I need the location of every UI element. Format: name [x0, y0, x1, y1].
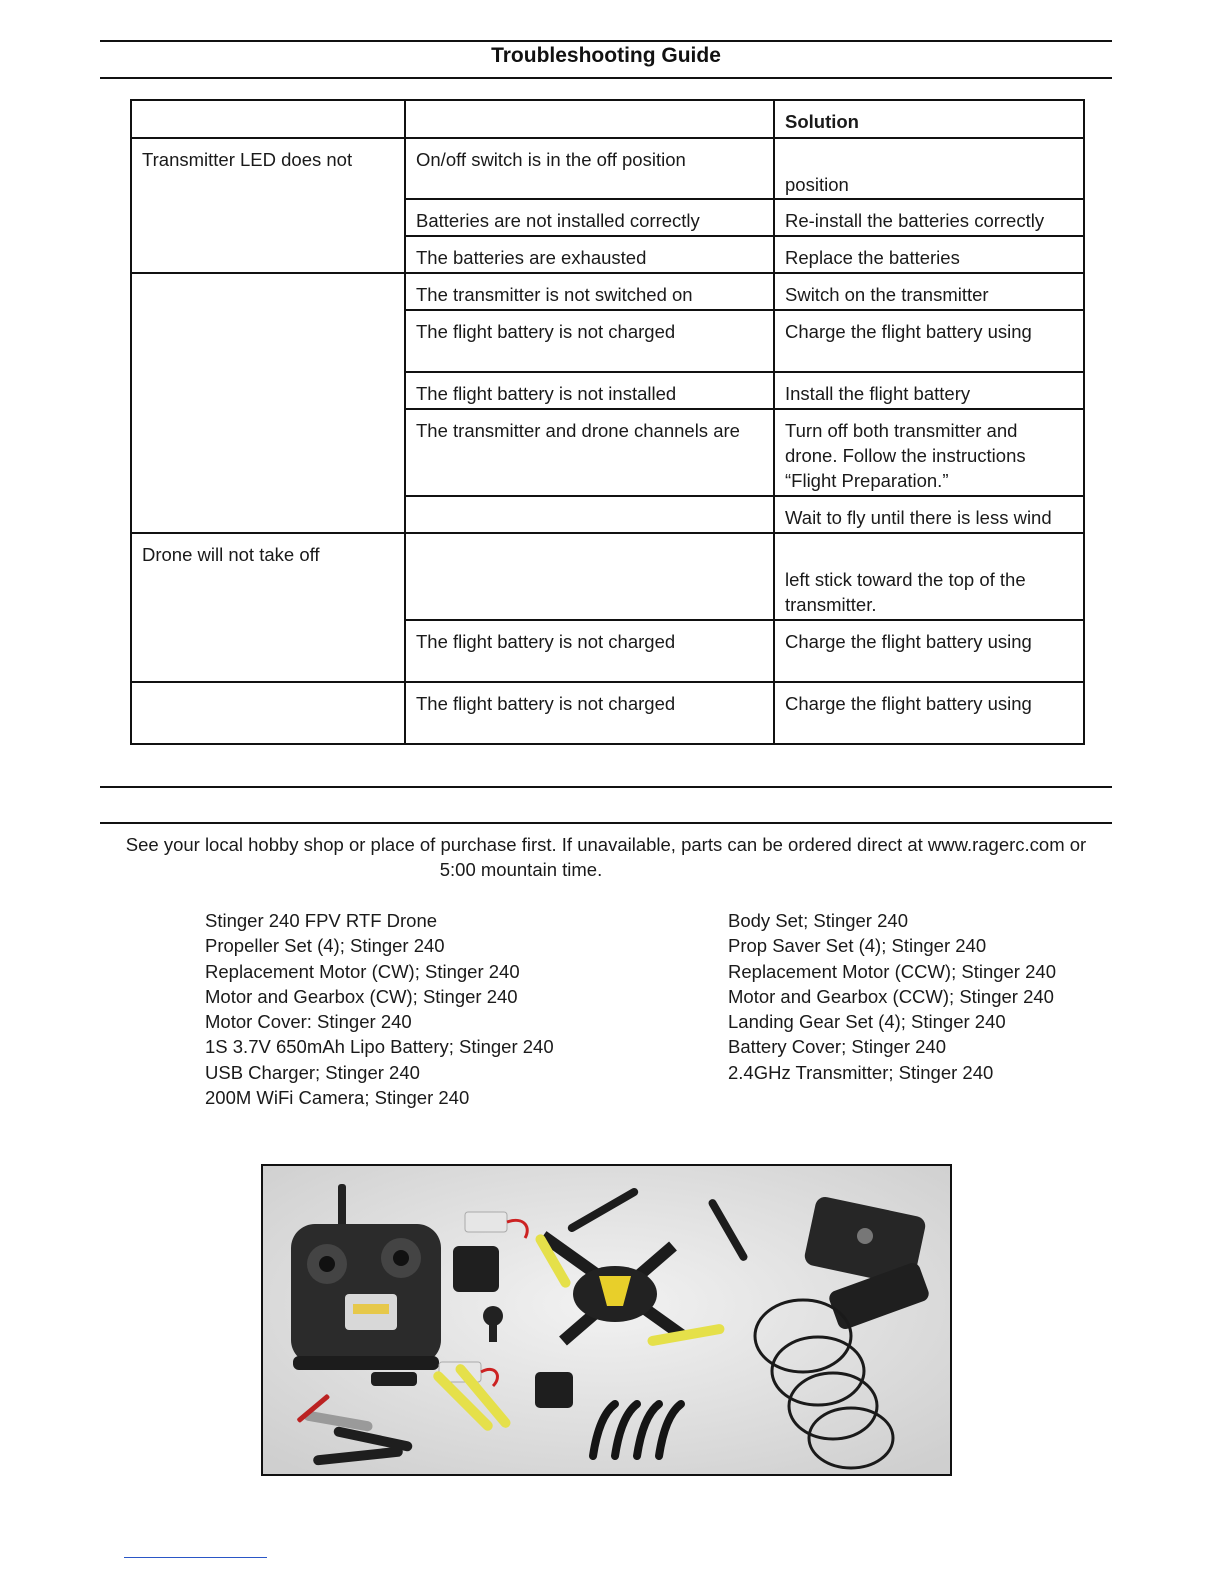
list-item: Motor and Gearbox (CCW); Stinger 240	[728, 985, 1054, 1007]
page-title: Troubleshooting Guide	[491, 44, 721, 67]
table-row	[131, 138, 1084, 199]
problem-cell	[131, 273, 405, 533]
cause-cell: The flight battery is not charged	[405, 620, 774, 682]
solution-cell: Wait to fly until there is less wind	[774, 496, 1084, 533]
problem-cell: Transmitter LED does not	[131, 138, 405, 273]
battery-cover-icon	[535, 1372, 573, 1408]
usb-charger-icon	[371, 1372, 417, 1386]
cause-cell	[405, 496, 774, 533]
list-item: Propeller Set (4); Stinger 240	[205, 935, 445, 957]
note-line-1: See your local hobby shop or place of purchase first. If unavailable, parts can be ordered direct at www.ragerc.com or	[125, 834, 1087, 855]
table-row	[131, 682, 1084, 744]
list-item: 1S 3.7V 650mAh Lipo Battery; Stinger 240	[205, 1036, 554, 1058]
parts-top-rule	[100, 786, 1112, 788]
list-item: Prop Saver Set (4); Stinger 240	[728, 935, 987, 957]
header-cell-problem	[131, 100, 405, 138]
list-item: Motor Cover: Stinger 240	[205, 1011, 412, 1033]
parts-bottom-rule	[100, 822, 1112, 824]
table-row	[131, 533, 1084, 620]
table-header-row	[131, 100, 1084, 138]
table-row	[131, 273, 1084, 310]
list-item: Battery Cover; Stinger 240	[728, 1036, 946, 1058]
solution-cell: Re-install the batteries correctly	[774, 199, 1084, 236]
parts-list-left	[205, 908, 554, 1110]
solution-cell: Switch on the transmitter	[774, 273, 1084, 310]
cause-cell: The flight battery is not charged	[405, 682, 774, 744]
problem-cell	[131, 682, 405, 744]
header-cell-solution: Solution	[774, 100, 1084, 138]
bottom-link-underline	[124, 1557, 267, 1558]
list-item: USB Charger; Stinger 240	[205, 1061, 420, 1083]
solution-cell: Charge the flight battery using	[774, 682, 1084, 744]
solution-text: position	[785, 174, 849, 195]
solution-cell: Install the flight battery	[774, 372, 1084, 409]
solution-cell: Replace the batteries	[774, 236, 1084, 273]
troubleshooting-table	[130, 99, 1085, 745]
cause-cell	[405, 533, 774, 620]
solution-cell	[774, 533, 1084, 620]
parts-ordering-note	[100, 832, 1112, 882]
solution-cell: Charge the flight battery using	[774, 620, 1084, 682]
list-item: 200M WiFi Camera; Stinger 240	[205, 1087, 470, 1109]
title-underline	[100, 77, 1112, 79]
solution-cell: Charge the flight battery using	[774, 310, 1084, 372]
solution-cell: Turn off both transmitter and drone. Follow the instructions “Flight Preparation.”	[774, 409, 1084, 496]
header-cell-cause	[405, 100, 774, 138]
cause-cell: The transmitter and drone channels are	[405, 409, 774, 496]
list-item: Body Set; Stinger 240	[728, 910, 908, 931]
note-line-2: 5:00 mountain time.	[439, 859, 603, 880]
cause-cell: The transmitter is not switched on	[405, 273, 774, 310]
product-photo	[261, 1164, 952, 1476]
cause-cell: The flight battery is not charged	[405, 310, 774, 372]
top-rule	[100, 40, 1112, 42]
solution-text: left stick toward the top of the transmitter.	[785, 569, 1026, 615]
list-item: Stinger 240 FPV RTF Drone	[205, 910, 438, 931]
drone-kit-illustration	[263, 1166, 950, 1474]
problem-cell: Drone will not take off	[131, 533, 405, 682]
list-item: Motor and Gearbox (CW); Stinger 240	[205, 985, 518, 1007]
camera-icon	[453, 1246, 499, 1292]
parts-list-right	[728, 908, 1056, 1085]
cause-cell: The flight battery is not installed	[405, 372, 774, 409]
cause-cell: On/off switch is in the off position	[405, 138, 774, 199]
solution-cell	[774, 138, 1084, 199]
cause-cell: The batteries are exhausted	[405, 236, 774, 273]
list-item: Replacement Motor (CCW); Stinger 240	[728, 960, 1056, 982]
list-item: 2.4GHz Transmitter; Stinger 240	[728, 1061, 994, 1083]
list-item: Landing Gear Set (4); Stinger 240	[728, 1011, 1006, 1033]
list-item: Replacement Motor (CW); Stinger 240	[205, 960, 520, 982]
cause-cell: Batteries are not installed correctly	[405, 199, 774, 236]
